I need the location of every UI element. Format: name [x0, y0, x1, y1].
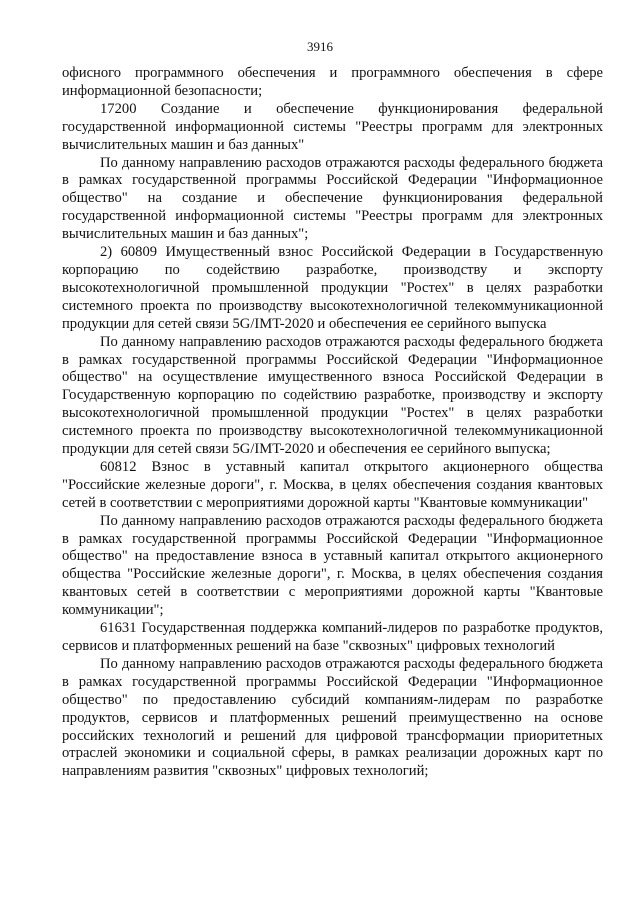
paragraph-60812-description: По данному направлению расходов отражаются расходы федерального бюджета в рамках государственной программы Российской Федерации "Информационное общество" на предоставление взноса в уставный капитал открытого акционерного общества "Российские железные дороги", г. Москва, в целях обеспечения создания квантовых сетей в соответствии с мероприятиями дорожной карты "Квантовые коммуникации"; — [62, 512, 603, 619]
paragraph-60809-heading: 2) 60809 Имущественный взнос Российской Федерации в Государственную корпорацию по содействию разработке, производству и экспорту высокотехнологичной промышленной продукции "Ростех" в целях разработки системного проекта по производству высокотехнологичной телекоммуникационной продукции для сетей связи 5G/IMT-2020 и обеспечения ее серийного выпуска — [62, 244, 603, 332]
paragraph-17200-description: По данному направлению расходов отражаются расходы федерального бюджета в рамках государственной программы Российской Федерации "Информационное общество" на создание и обеспечение функционирования федеральной государственной информационной системы "Реестры программ для электронных вычислительных машин и баз данных"; — [62, 154, 603, 243]
paragraph-61631-heading: 61631 Государственная поддержка компаний-лидеров по разработке продуктов, сервисов и платформенных решений на базе "сквозных" цифровых технологий — [62, 620, 603, 654]
paragraph-17200-heading: 17200 Создание и обеспечение функционирования федеральной государственной информационной системы "Реестры программ для электронных вычислительных машин и баз данных" — [62, 100, 603, 153]
paragraph-61631-description: По данному направлению расходов отражаются расходы федерального бюджета в рамках государственной программы Российской Федерации "Информационное общество" по предоставлению субсидий компаниям-лидерам по разработке продуктов, сервисов и платформенных решений преимущественно на основе российских технологий и решений для цифровой трансформации приоритетных отраслей экономики и социальной сферы, в рамках реализации дорожных карт по направлениям развития "сквозных" цифровых технологий; — [62, 655, 603, 780]
document-body — [62, 65, 603, 781]
paragraph-60812-heading: 60812 Взнос в уставный капитал открытого акционерного общества "Российские железные дороги", г. Москва, в целях обеспечения создания квантовых сетей в соответствии с мероприятиями дорожной карты "Квантовые коммуникации" — [62, 458, 603, 511]
page-number: 3916 — [307, 39, 333, 54]
paragraph-60809-description: По данному направлению расходов отражаются расходы федерального бюджета в рамках государственной программы Российской Федерации "Информационное общество" на осуществление имущественного взноса Российской Федерации в Государственную корпорацию по содействию разработке, производству и экспорту высокотехнологичной промышленной продукции "Ростех" в целях разработки системного проекта по производству высокотехнологичной телекоммуникационной продукции для сетей связи 5G/IMT-2020 и обеспечения ее серийного выпуска; — [62, 333, 603, 458]
paragraph-continuation: офисного программного обеспечения и программного обеспечения в сфере информационной безопасности; — [62, 65, 603, 99]
